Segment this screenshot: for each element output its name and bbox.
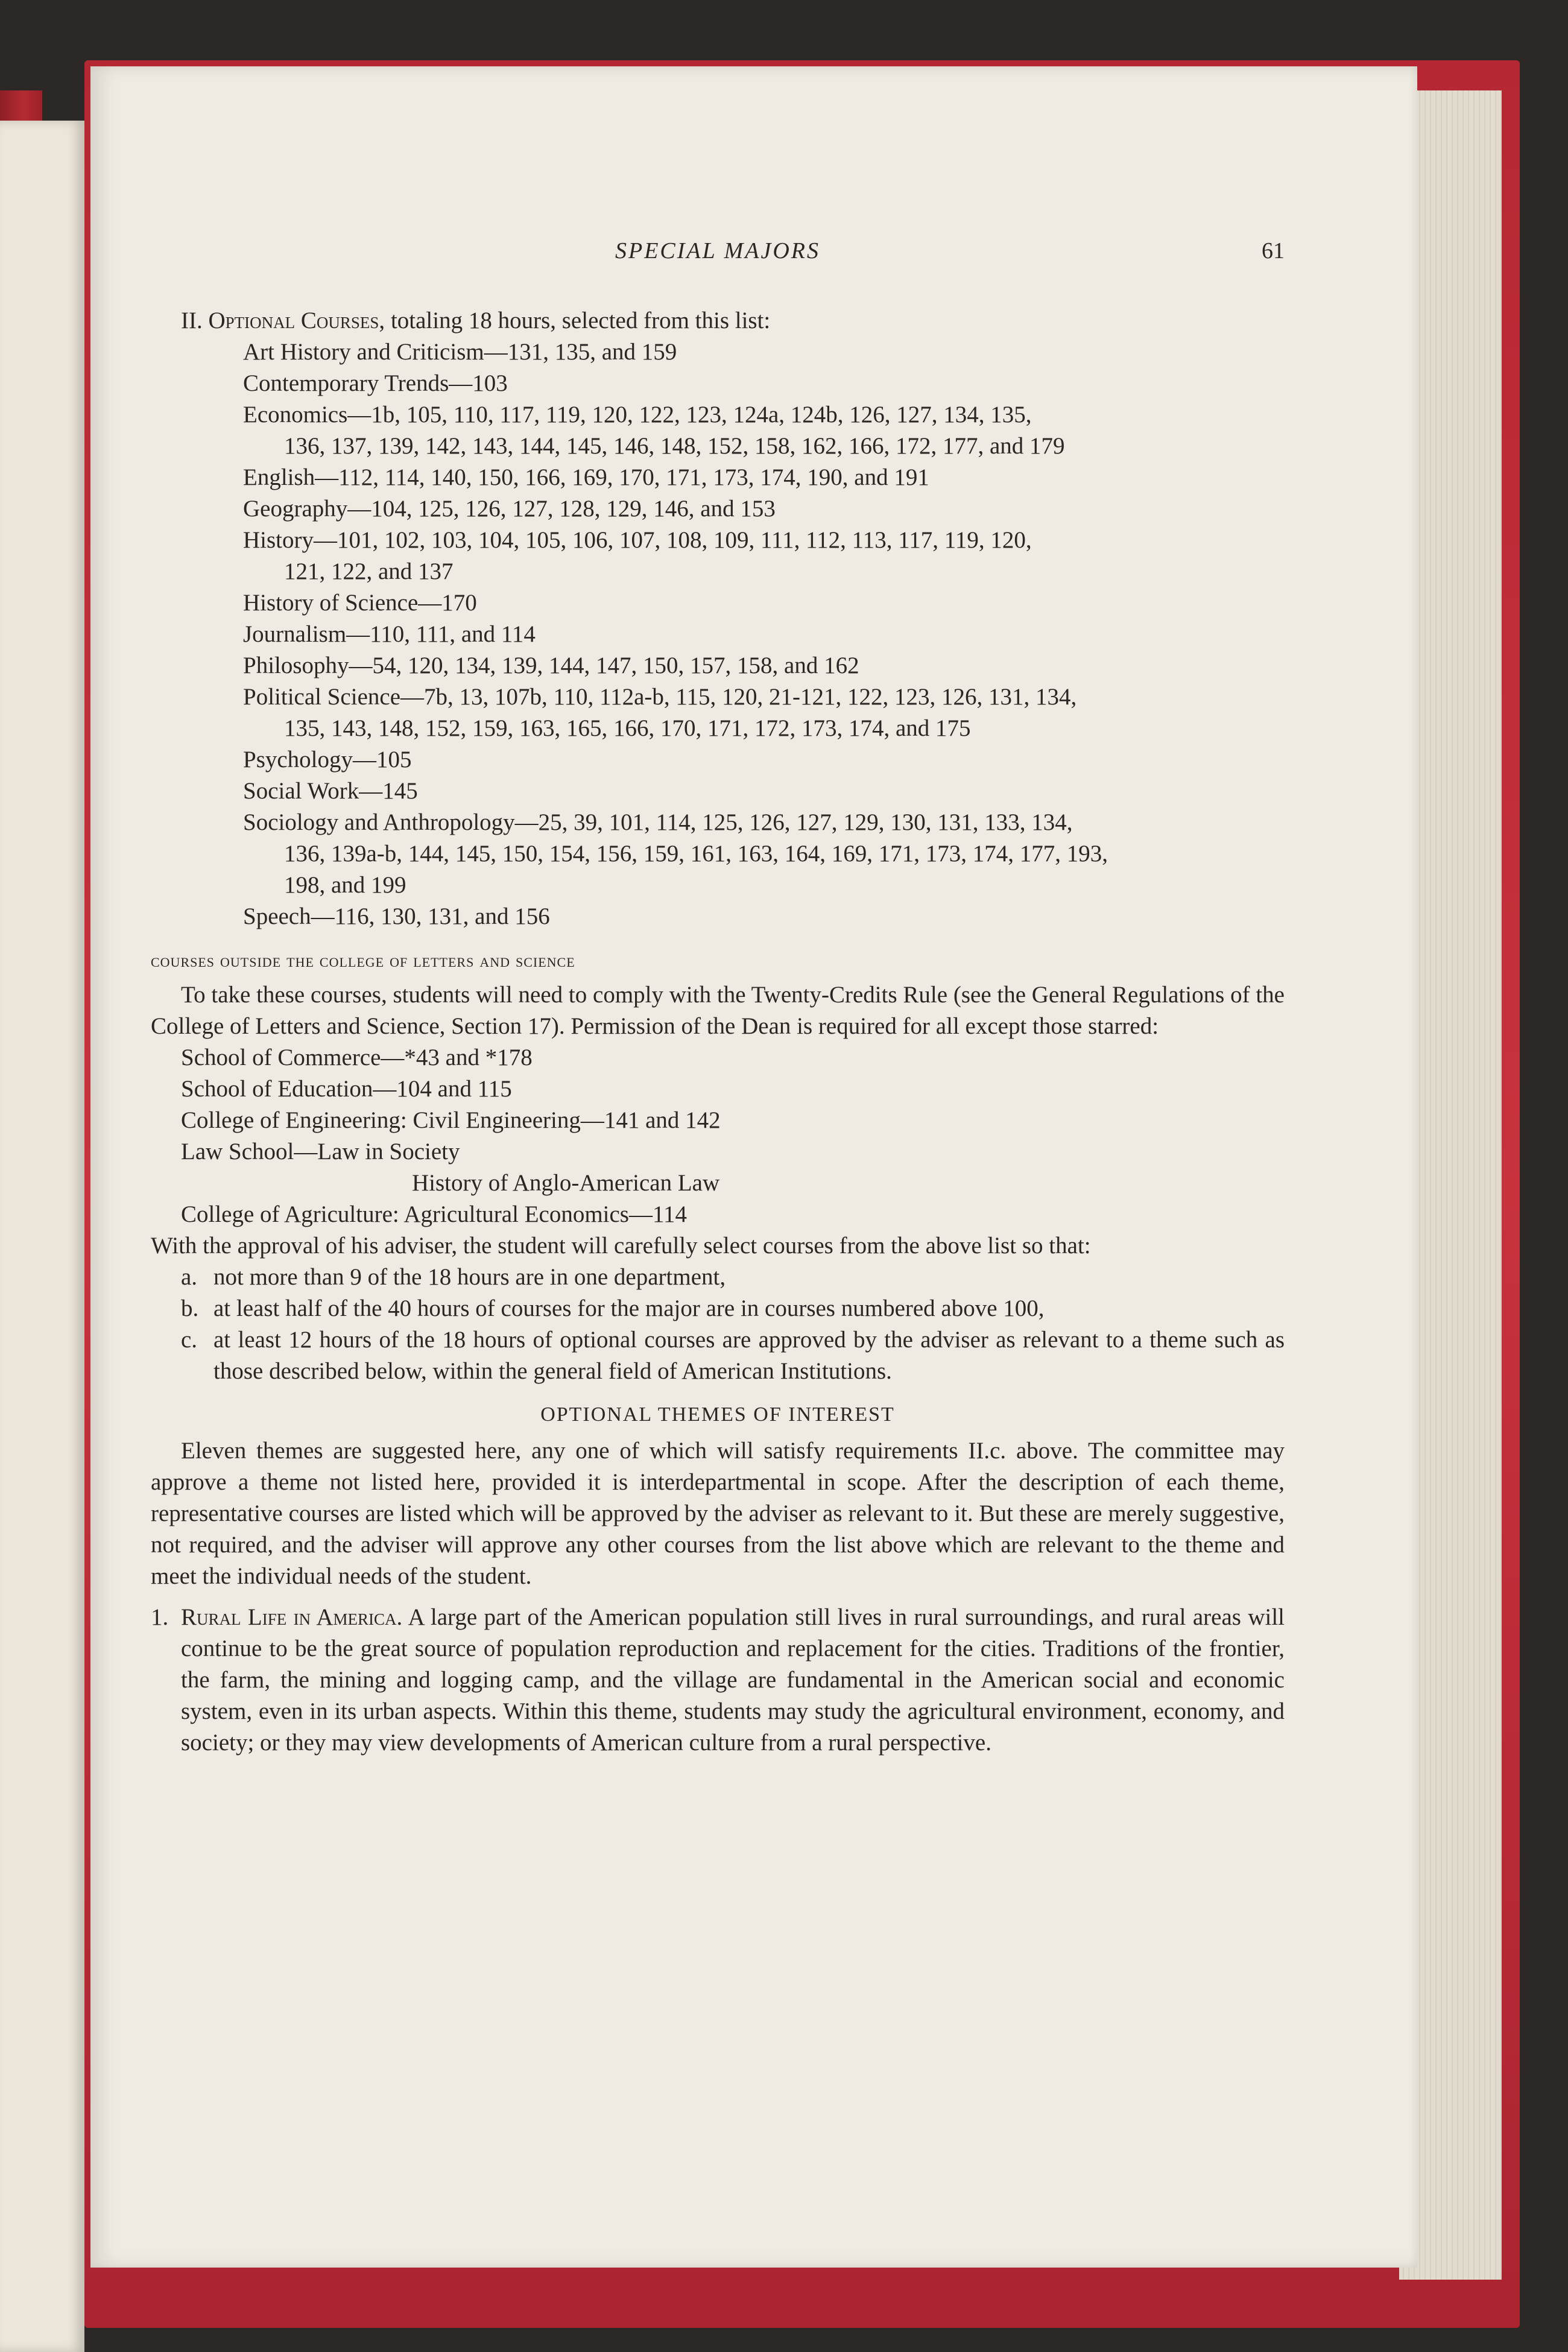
- school-item: History of Anglo-American Law: [412, 1170, 720, 1196]
- course-item: Philosophy—54, 120, 134, 139, 144, 147, 150, 157, 158, and 162: [243, 653, 859, 678]
- course-item: Journalism—110, 111, and 114: [243, 621, 536, 647]
- outside-intro: To take these courses, students will need to comply with the Twenty-Credits Rule (see the General Regulations of the College of Letters and Science, Section 17). Permission of the Dean is required for all except those starred:: [151, 982, 1285, 1039]
- course-item: History of Science—170: [243, 590, 477, 616]
- school-item: College of Engineering: Civil Engineering—141 and 142: [181, 1107, 721, 1133]
- school-item: College of Agriculture: Agricultural Economics—114: [181, 1201, 688, 1227]
- approval-text: With the approval of his adviser, the student will carefully select courses from the above list so that:: [151, 1233, 1091, 1259]
- page-header: [151, 235, 1285, 271]
- condition-item: a. not more than 9 of the 18 hours are in one department,: [181, 1264, 726, 1290]
- section-lead: Optional Courses,: [208, 308, 385, 334]
- running-head: SPECIAL MAJORS: [615, 238, 820, 264]
- condition-item: c. at least 12 hours of the 18 hours of optional courses are approved by the adviser as relevant to a theme such as those described below, within the general field of American Institutions.: [181, 1327, 1285, 1384]
- course-item: Social Work—145: [243, 778, 418, 804]
- course-item: Art History and Criticism—131, 135, and 159: [243, 339, 677, 365]
- outside-heading: courses outside the college of letters and science: [151, 949, 575, 971]
- section-rest: totaling 18 hours, selected from this list:: [385, 308, 771, 334]
- page-number: 61: [1262, 238, 1285, 264]
- course-list: [151, 337, 1285, 932]
- course-item: Psychology—105: [243, 747, 412, 773]
- themes-intro: Eleven themes are suggested here, any one of which will satisfy requirements II.c. above. The committee may approve a theme not listed here, provided it is interdepartmental in scope. After the description of each theme, representative courses are listed which will be approved by the adviser as relevant to it. But these are merely suggestive, not required, and the adviser will approve any other courses from the list above which are relevant to the theme and meet the individual needs of the student.: [151, 1438, 1285, 1589]
- course-item: Speech—116, 130, 131, and 156: [243, 903, 550, 929]
- themes-heading: OPTIONAL THEMES OF INTEREST: [540, 1403, 895, 1426]
- course-item: Contemporary Trends—103: [243, 370, 508, 396]
- course-item: English—112, 114, 140, 150, 166, 169, 170, 171, 173, 174, 190, and 191: [243, 464, 929, 490]
- course-item: History—101, 102, 103, 104, 105, 106, 107, 108, 109, 111, 112, 113, 117, 119, 120, 121, 122, and 137: [243, 527, 1032, 584]
- condition-item: b. at least half of the 40 hours of courses for the major are in courses numbered above 100,: [181, 1295, 1045, 1321]
- theme-marker: 1.: [151, 1604, 169, 1630]
- course-item: Sociology and Anthropology—25, 39, 101, 114, 125, 126, 127, 129, 130, 131, 133, 134, 136, 139a-b, 144, 145, 150, 154, 156, 159, 161, 163, 164, 169, 171, 173, 174, 177, 193, 198, and 199: [243, 809, 1108, 898]
- theme-item-1: [151, 1602, 1285, 1759]
- school-item: Law School—Law in Society: [181, 1139, 460, 1165]
- section-ii-heading: [151, 305, 1285, 337]
- school-list: [151, 1042, 1285, 1230]
- page-content: [151, 235, 1285, 1759]
- course-item: Economics—1b, 105, 110, 117, 119, 120, 122, 123, 124a, 124b, 126, 127, 134, 135, 136, 137, 139, 142, 143, 144, 145, 146, 148, 152, 158, 162, 166, 172, 177, and 179: [243, 402, 1065, 459]
- course-item: Geography—104, 125, 126, 127, 128, 129, 146, and 153: [243, 496, 776, 522]
- course-item: Political Science—7b, 13, 107b, 110, 112a-b, 115, 120, 21-121, 122, 123, 126, 131, 134, 135, 143, 148, 152, 159, 163, 165, 166, 170, 171, 172, 173, 174, and 175: [243, 684, 1077, 741]
- section-numeral: II.: [181, 308, 203, 334]
- school-item: School of Commerce—*43 and *178: [181, 1045, 533, 1070]
- theme-text: Rural Life in America. A large part of the American population still lives in rural surroundings, and rural areas will continue to be the great source of population reproduction and replacement for the cities. Traditions of the frontier, the farm, the mining and logging camp, and the village are fundamental in the American social and economic system, even in its urban aspects. Within this theme, students may study the agricultural environment, economy, and society; or they may view developments of American culture from a rural perspective.: [181, 1604, 1285, 1756]
- school-item: School of Education—104 and 115: [181, 1076, 512, 1102]
- left-page-edge: [0, 121, 84, 2352]
- condition-list: [151, 1262, 1285, 1387]
